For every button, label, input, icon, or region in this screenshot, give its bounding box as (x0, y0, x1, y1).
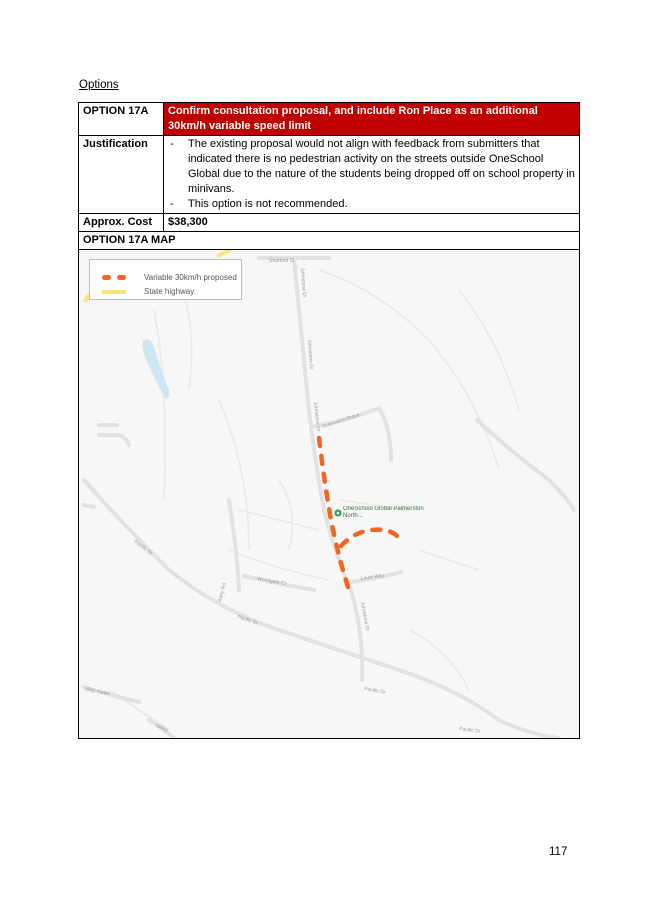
cost-value: $38,300 (164, 214, 580, 232)
map-heading-row (79, 232, 580, 250)
street-label: Pacific Dr (363, 686, 386, 696)
legend-row-highway (102, 284, 194, 299)
justification-list (168, 137, 575, 212)
street-label: alley Views (84, 686, 111, 698)
poi-label: OneSchool Global Palmerston North... (343, 506, 424, 519)
cost-row (79, 214, 580, 232)
legend-highway-label: State highway (144, 287, 195, 296)
school-poi[interactable] (334, 509, 341, 516)
list-item (168, 137, 575, 197)
street-label: Pacific Dr (458, 726, 481, 735)
cost-label: Approx. Cost (79, 214, 164, 232)
map-row (79, 250, 580, 739)
bullet-dash: - (170, 138, 174, 150)
justification-content (164, 136, 580, 214)
list-item (168, 197, 575, 212)
option-id-label: OPTION 17A (79, 103, 164, 136)
map-cell (79, 250, 580, 739)
justification-text: The existing proposal would not align with feedback from submitters that indicated there is no pedestrian activity on the streets outside OneSchool Global due to the nature of the students being dropped off on school property in minivans. (188, 138, 575, 195)
page-number: 117 (549, 846, 568, 858)
legend-row-variable (102, 270, 237, 285)
option-title: Confirm consultation proposal, and include Ron Place as an additional 30km/h variable speed limit (164, 103, 580, 136)
street-label: Louie Way (360, 572, 385, 582)
street-label: Greenwich Grove (321, 412, 361, 430)
street-label: Johnstone Dr (312, 401, 322, 432)
street-label: Valley (154, 722, 169, 734)
street-label: Stratford Cl (269, 258, 295, 264)
poi-label-container (343, 506, 433, 528)
street-label: Johnstone Dr (299, 267, 308, 298)
street-label: Johnstone Dr (359, 601, 371, 632)
street-map[interactable] (79, 250, 579, 738)
map-heading: OPTION 17A MAP (79, 232, 580, 250)
bullet-dash: - (170, 198, 174, 210)
yellow-line-icon (102, 289, 132, 295)
section-heading: Options (79, 79, 119, 91)
justification-row (79, 136, 580, 214)
poi-marker-dot-icon (337, 512, 340, 515)
street-label: Pacific Dr (132, 538, 154, 557)
street-label: Woodgate Ct (256, 576, 287, 588)
justification-text: This option is not recommended. (188, 198, 348, 210)
orange-dash-icon (102, 275, 132, 281)
map-background (79, 250, 579, 738)
justification-label: Justification (79, 136, 164, 214)
legend-variable-label: Variable 30km/h proposed (144, 273, 237, 282)
street-label: Pacific Dr (236, 614, 259, 627)
option-table (78, 102, 580, 739)
street-label: Johnstone Dr (306, 339, 315, 370)
option-row (79, 103, 580, 136)
street-label: Abby Rd (217, 582, 228, 603)
map-legend (89, 259, 242, 300)
